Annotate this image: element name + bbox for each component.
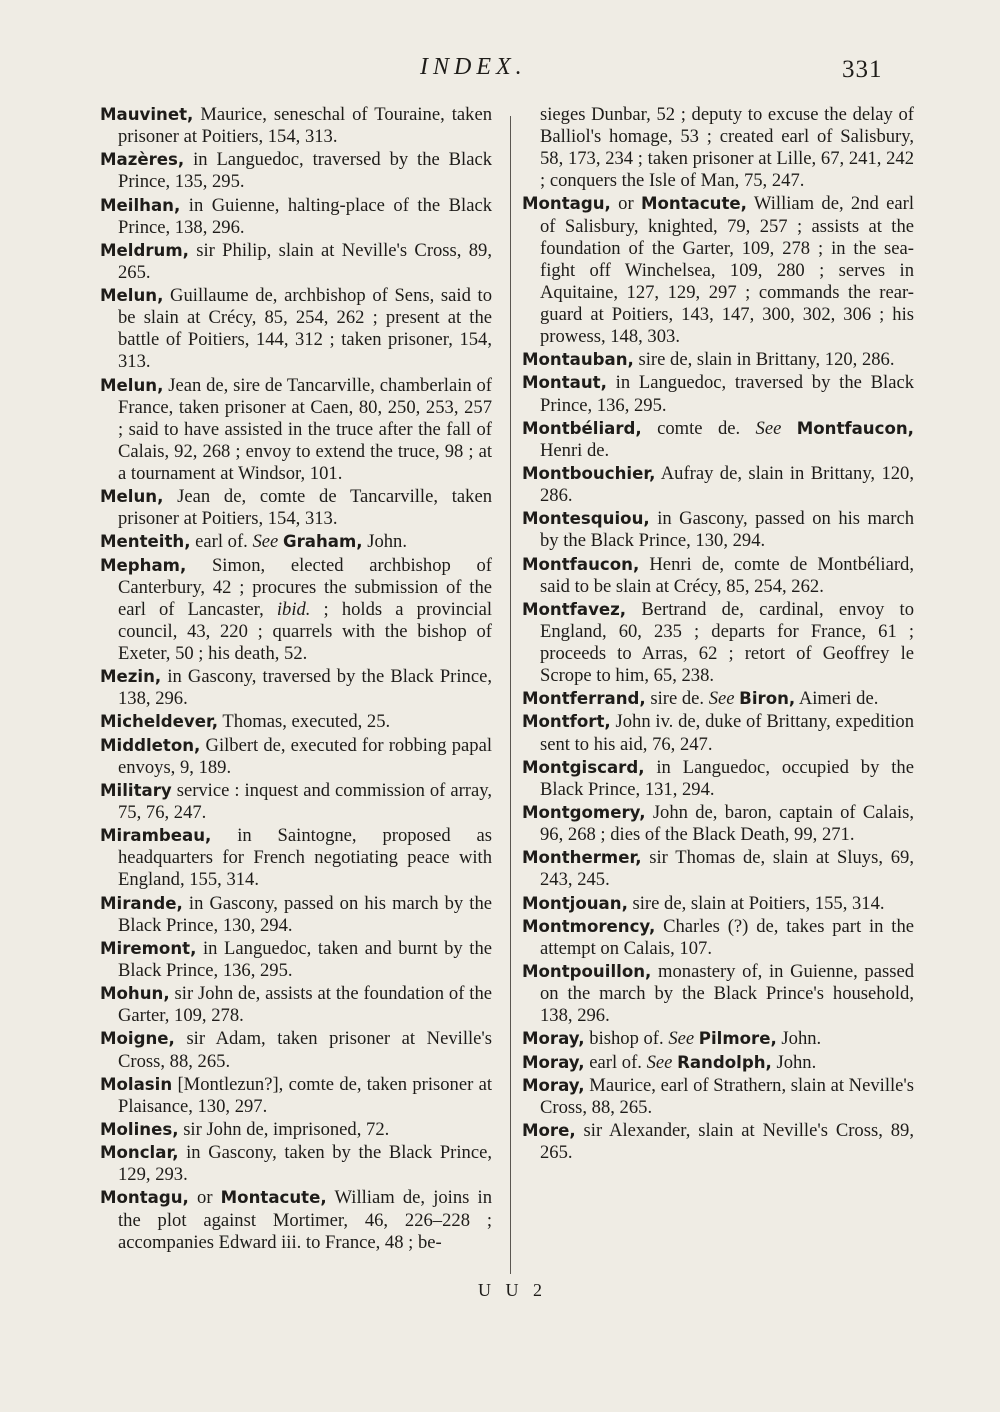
entry-headword: Mepham, — [100, 555, 187, 575]
column-divider — [510, 116, 511, 1274]
entry-headword: Melun, — [100, 487, 164, 507]
entry-text: comte de. — [641, 417, 741, 439]
entry-text-tail: John. — [362, 531, 407, 553]
index-entry — [522, 847, 914, 891]
index-entry — [100, 711, 492, 733]
entry-headword: Melun, — [100, 375, 164, 395]
entry-text: John iv. de, duke of Brittany, expedition sent to his aid, 76, 247. — [540, 711, 914, 755]
entry-headword: Montjouan, — [522, 893, 628, 913]
index-entry — [100, 531, 492, 553]
entry-text: earl of. — [584, 1051, 642, 1073]
entry-text: [Montlezun?], comte de, taken prisoner at Plaisance, 130, 297. — [118, 1073, 492, 1117]
entry-headword: Mauvinet, — [100, 105, 194, 124]
entry-text: in Guienne, halting-place of the Black Prince, 138, 296. — [118, 194, 492, 238]
entry-text-tail: William de, 2nd earl of Salisbury, knighted, 79, 257 ; assists at the foundation of the Garter, 109, 278 ; in the sea-fight off Winchelsea, 109, 280 ; serves in Aquitaine, 127, 129, 297 ; commands the rear-guard at Poitiers, 143, 147, 300, 302, 306 ; his prowess, 148, 303. — [540, 193, 914, 348]
entry-text: service : inquest and commission of array, 75, 76, 247. — [118, 779, 492, 824]
index-entry — [522, 711, 914, 755]
entry-text: sir Alexander, slain at Neville's Cross, 89, 265. — [540, 1120, 914, 1164]
index-entry — [100, 240, 492, 284]
entry-headword: Military — [100, 780, 172, 800]
entry-headword: Montferrand, — [522, 689, 646, 709]
entry-headword: Mezin, — [100, 667, 162, 687]
entry-text: Maurice, seneschal of Touraine, taken prisoner at Poitiers, 154, 313. — [118, 104, 492, 148]
index-entry — [100, 486, 492, 530]
index-entry — [100, 983, 492, 1027]
index-entry — [522, 193, 914, 348]
entry-text: Jean de, sire de Tancarville, chamberlain of France, taken prisoner at Caen, 80, 250, 253, 257 ; said to have assisted in the truce after the fall of Calais, 92, 268 ; envoy to extend the truce, 98 ; at a tournament at Windsor, 101. — [118, 374, 492, 484]
entry-text: sir Philip, slain at Neville's Cross, 89, 265. — [118, 239, 492, 283]
index-entry — [522, 893, 914, 915]
entry-headword: Montbéliard, — [522, 418, 642, 438]
entry-text: Gilbert de, executed for robbing papal envoys, 9, 189. — [118, 734, 492, 778]
entry-headword: Mohun, — [100, 984, 170, 1004]
entry-headword: Montmorency, — [522, 916, 656, 936]
entry-headword: Montfaucon, — [522, 554, 640, 574]
index-entry — [522, 916, 914, 960]
see-reference: See — [708, 688, 735, 710]
entry-italic: ibid. — [276, 598, 311, 620]
entry-text: sir Thomas de, slain at Sluys, 69, 243, 245. — [540, 847, 914, 891]
entry-text: monastery of, in Guienne, passed on the march by the Black Prince's household, 138, 296. — [540, 961, 914, 1027]
entry-headword: Montbouchier, — [522, 463, 656, 483]
entry-text: in Gascony, passed on his march by the Black Prince, 130, 294. — [540, 508, 914, 552]
index-entry — [100, 893, 492, 937]
index-entry — [100, 825, 492, 891]
entry-headword: Molines, — [100, 1120, 179, 1139]
entry-headword: More, — [522, 1121, 576, 1141]
index-entry — [522, 802, 914, 846]
index-entry — [522, 372, 914, 416]
entry-headword: Molasin — [100, 1074, 173, 1094]
entry-text: John de, baron, captain of Calais, 96, 268 ; dies of the Black Death, 99, 271. — [540, 802, 914, 846]
see-reference: See — [755, 417, 782, 439]
index-entry — [100, 666, 492, 710]
entry-text: in Languedoc, taken and burnt by the Black Prince, 136, 295. — [118, 937, 492, 981]
entry-text: Guillaume de, archbishop of Sens, said to be slain at Crécy, 85, 254, 262 ; present at the battle of Poitiers, 144, 312 ; taken prisoner, 154, 313. — [118, 285, 492, 373]
entry-headword: Montauban, — [522, 350, 634, 370]
entry-text: sire de. — [645, 688, 705, 710]
running-header — [0, 50, 1000, 90]
index-entry — [100, 1142, 492, 1186]
entry-text: earl of. — [190, 531, 248, 553]
see-target: Graham, — [282, 532, 363, 552]
entry-headword: Montagu, — [100, 1188, 189, 1208]
index-column-right — [522, 104, 914, 1165]
see-target: Biron, — [739, 689, 796, 709]
entry-headword: Montagu, — [522, 194, 611, 214]
entry-headword: Montfort, — [522, 712, 611, 732]
entry-headword: Monthermer, — [522, 848, 642, 868]
entry-text-tail: ; holds a provincial council, 43, 220 ; quarrels with the bishop of Exeter, 50 ; his death, 52. — [118, 598, 492, 664]
see-reference: See — [252, 531, 279, 553]
index-entry — [522, 1028, 914, 1050]
entry-text: in Languedoc, occupied by the Black Prince, 131, 294. — [540, 756, 914, 800]
index-entry — [100, 1187, 492, 1253]
entry-headword: Monclar, — [100, 1143, 179, 1163]
entry-text-tail: Aimeri de. — [795, 688, 879, 710]
entry-headword-alt: Montacute, — [640, 194, 747, 214]
index-entry — [522, 463, 914, 507]
entry-text: in Gascony, traversed by the Black Prince, 138, 296. — [118, 666, 492, 710]
index-entry — [100, 375, 492, 485]
index-entry — [100, 149, 492, 193]
entry-text: in Languedoc, traversed by the Black Prince, 136, 295. — [540, 372, 914, 416]
index-entry — [522, 418, 914, 462]
index-column-left — [100, 104, 492, 1255]
entry-headword: Menteith, — [100, 532, 191, 552]
index-entry — [522, 757, 914, 801]
entry-text: Charles (?) de, takes part in the attempt on Calais, 107. — [540, 915, 914, 959]
entry-text: Simon, elected archbishop of Canterbury, 42 ; procures the submission of the earl of Lancaster, — [118, 554, 492, 620]
entry-text: Henri de, comte de Montbéliard, said to be slain at Crécy, 85, 254, 262. — [540, 553, 914, 597]
entry-text: in Gascony, passed on his march by the Black Prince, 130, 294. — [118, 892, 492, 936]
entry-headword: Montaut, — [522, 373, 607, 393]
index-entry — [100, 780, 492, 824]
index-entry — [100, 285, 492, 373]
entry-text: in Gascony, taken by the Black Prince, 129, 293. — [118, 1142, 492, 1186]
index-entry — [522, 599, 914, 687]
entry-text: sir Adam, taken prisoner at Neville's Cross, 88, 265. — [118, 1028, 492, 1072]
entry-headword-alt: Montacute, — [220, 1188, 327, 1208]
entry-text: sire de, slain at Poitiers, 155, 314. — [627, 892, 885, 914]
entry-headword: Melun, — [100, 286, 164, 306]
entry-headword: Moray, — [522, 1029, 585, 1049]
index-entry — [100, 938, 492, 982]
entry-headword: Moigne, — [100, 1029, 175, 1049]
entry-text: or — [188, 1187, 221, 1209]
entry-headword: Montfavez, — [522, 599, 627, 619]
entry-headword: Montpouillon, — [522, 962, 652, 982]
index-entry — [522, 1075, 914, 1119]
index-entry — [522, 349, 914, 371]
entry-headword: Micheldever, — [100, 712, 219, 732]
see-reference: See — [646, 1051, 673, 1073]
index-entry — [100, 104, 492, 148]
index-entry — [100, 195, 492, 239]
entry-text: Jean de, comte de Tancarville, taken prisoner at Poitiers, 154, 313. — [118, 486, 492, 530]
entry-text: Thomas, executed, 25. — [218, 711, 391, 733]
entry-headword: Montesquiou, — [522, 509, 650, 529]
entry-headword: Meilhan, — [100, 195, 181, 215]
index-entry — [522, 1120, 914, 1164]
index-entry — [522, 1052, 914, 1074]
entry-headword: Mazères, — [100, 150, 185, 170]
entry-text: sir John de, imprisoned, 72. — [178, 1119, 390, 1140]
index-entry — [100, 1074, 492, 1118]
entry-headword: Mirande, — [100, 893, 183, 913]
entry-text-tail: John. — [771, 1051, 817, 1073]
entry-text: in Saintogne, proposed as headquarters for French negotiating peace with England, 155, 314. — [118, 825, 492, 891]
entry-text-tail: Henri de. — [540, 439, 610, 461]
see-target: Pilmore, — [698, 1029, 777, 1049]
entry-headword: Montgiscard, — [522, 757, 645, 777]
entry-headword: Meldrum, — [100, 240, 189, 260]
index-entry — [100, 735, 492, 779]
entry-text: Aufray de, slain in Brittany, 120, 286. — [540, 462, 914, 507]
entry-text: bishop of. — [584, 1028, 664, 1050]
index-entry — [100, 555, 492, 665]
entry-text: in Languedoc, traversed by the Black Prince, 135, 295. — [118, 149, 492, 193]
entry-text: Maurice, earl of Strathern, slain at Neville's Cross, 88, 265. — [540, 1074, 914, 1118]
page-number: 331 — [842, 56, 883, 83]
entry-headword: Middleton, — [100, 735, 201, 755]
entry-headword: Moray, — [522, 1075, 585, 1095]
running-title: INDEX. — [420, 54, 527, 80]
see-target: Montfaucon, — [796, 418, 914, 438]
signature-mark: U U 2 — [478, 1280, 547, 1300]
entry-headword: Moray, — [522, 1052, 585, 1072]
entry-text-tail: John. — [776, 1028, 822, 1050]
entry-headword: Miremont, — [100, 938, 197, 958]
index-entry — [522, 688, 914, 710]
index-entry — [100, 1119, 492, 1141]
entry-headword: Montgomery, — [522, 803, 646, 823]
entry-headword: Mirambeau, — [100, 826, 212, 846]
index-entry — [100, 1028, 492, 1072]
entry-text: or — [610, 193, 641, 215]
entry-text: sir John de, assists at the foundation of the Garter, 109, 278. — [118, 983, 492, 1027]
see-reference: See — [668, 1028, 695, 1050]
entry-text: Bertrand de, cardinal, envoy to England, 60, 235 ; departs for France, 61 ; proceeds to Arras, 62 ; retort of Geoffrey le Scrope to him, 65, 238. — [540, 598, 914, 687]
index-entry — [522, 554, 914, 598]
index-entry — [522, 961, 914, 1027]
entry-text: sieges Dunbar, 52 ; deputy to excuse the delay of Balliol's homage, 53 ; created earl of Salisbury, 58, 173, 234 ; taken prisoner at Lille, 67, 241, 242 ; conquers the Isle of Man, 75, 247. — [540, 104, 914, 192]
index-entry — [522, 508, 914, 552]
entry-text: sire de, slain in Brittany, 120, 286. — [633, 349, 895, 371]
index-entry — [522, 104, 914, 192]
entry-text-tail: William de, joins in the plot against Mortimer, 46, 226–228 ; accompanies Edward iii. to France, 48 ; be- — [118, 1187, 492, 1253]
see-target: Randolph, — [677, 1052, 772, 1072]
